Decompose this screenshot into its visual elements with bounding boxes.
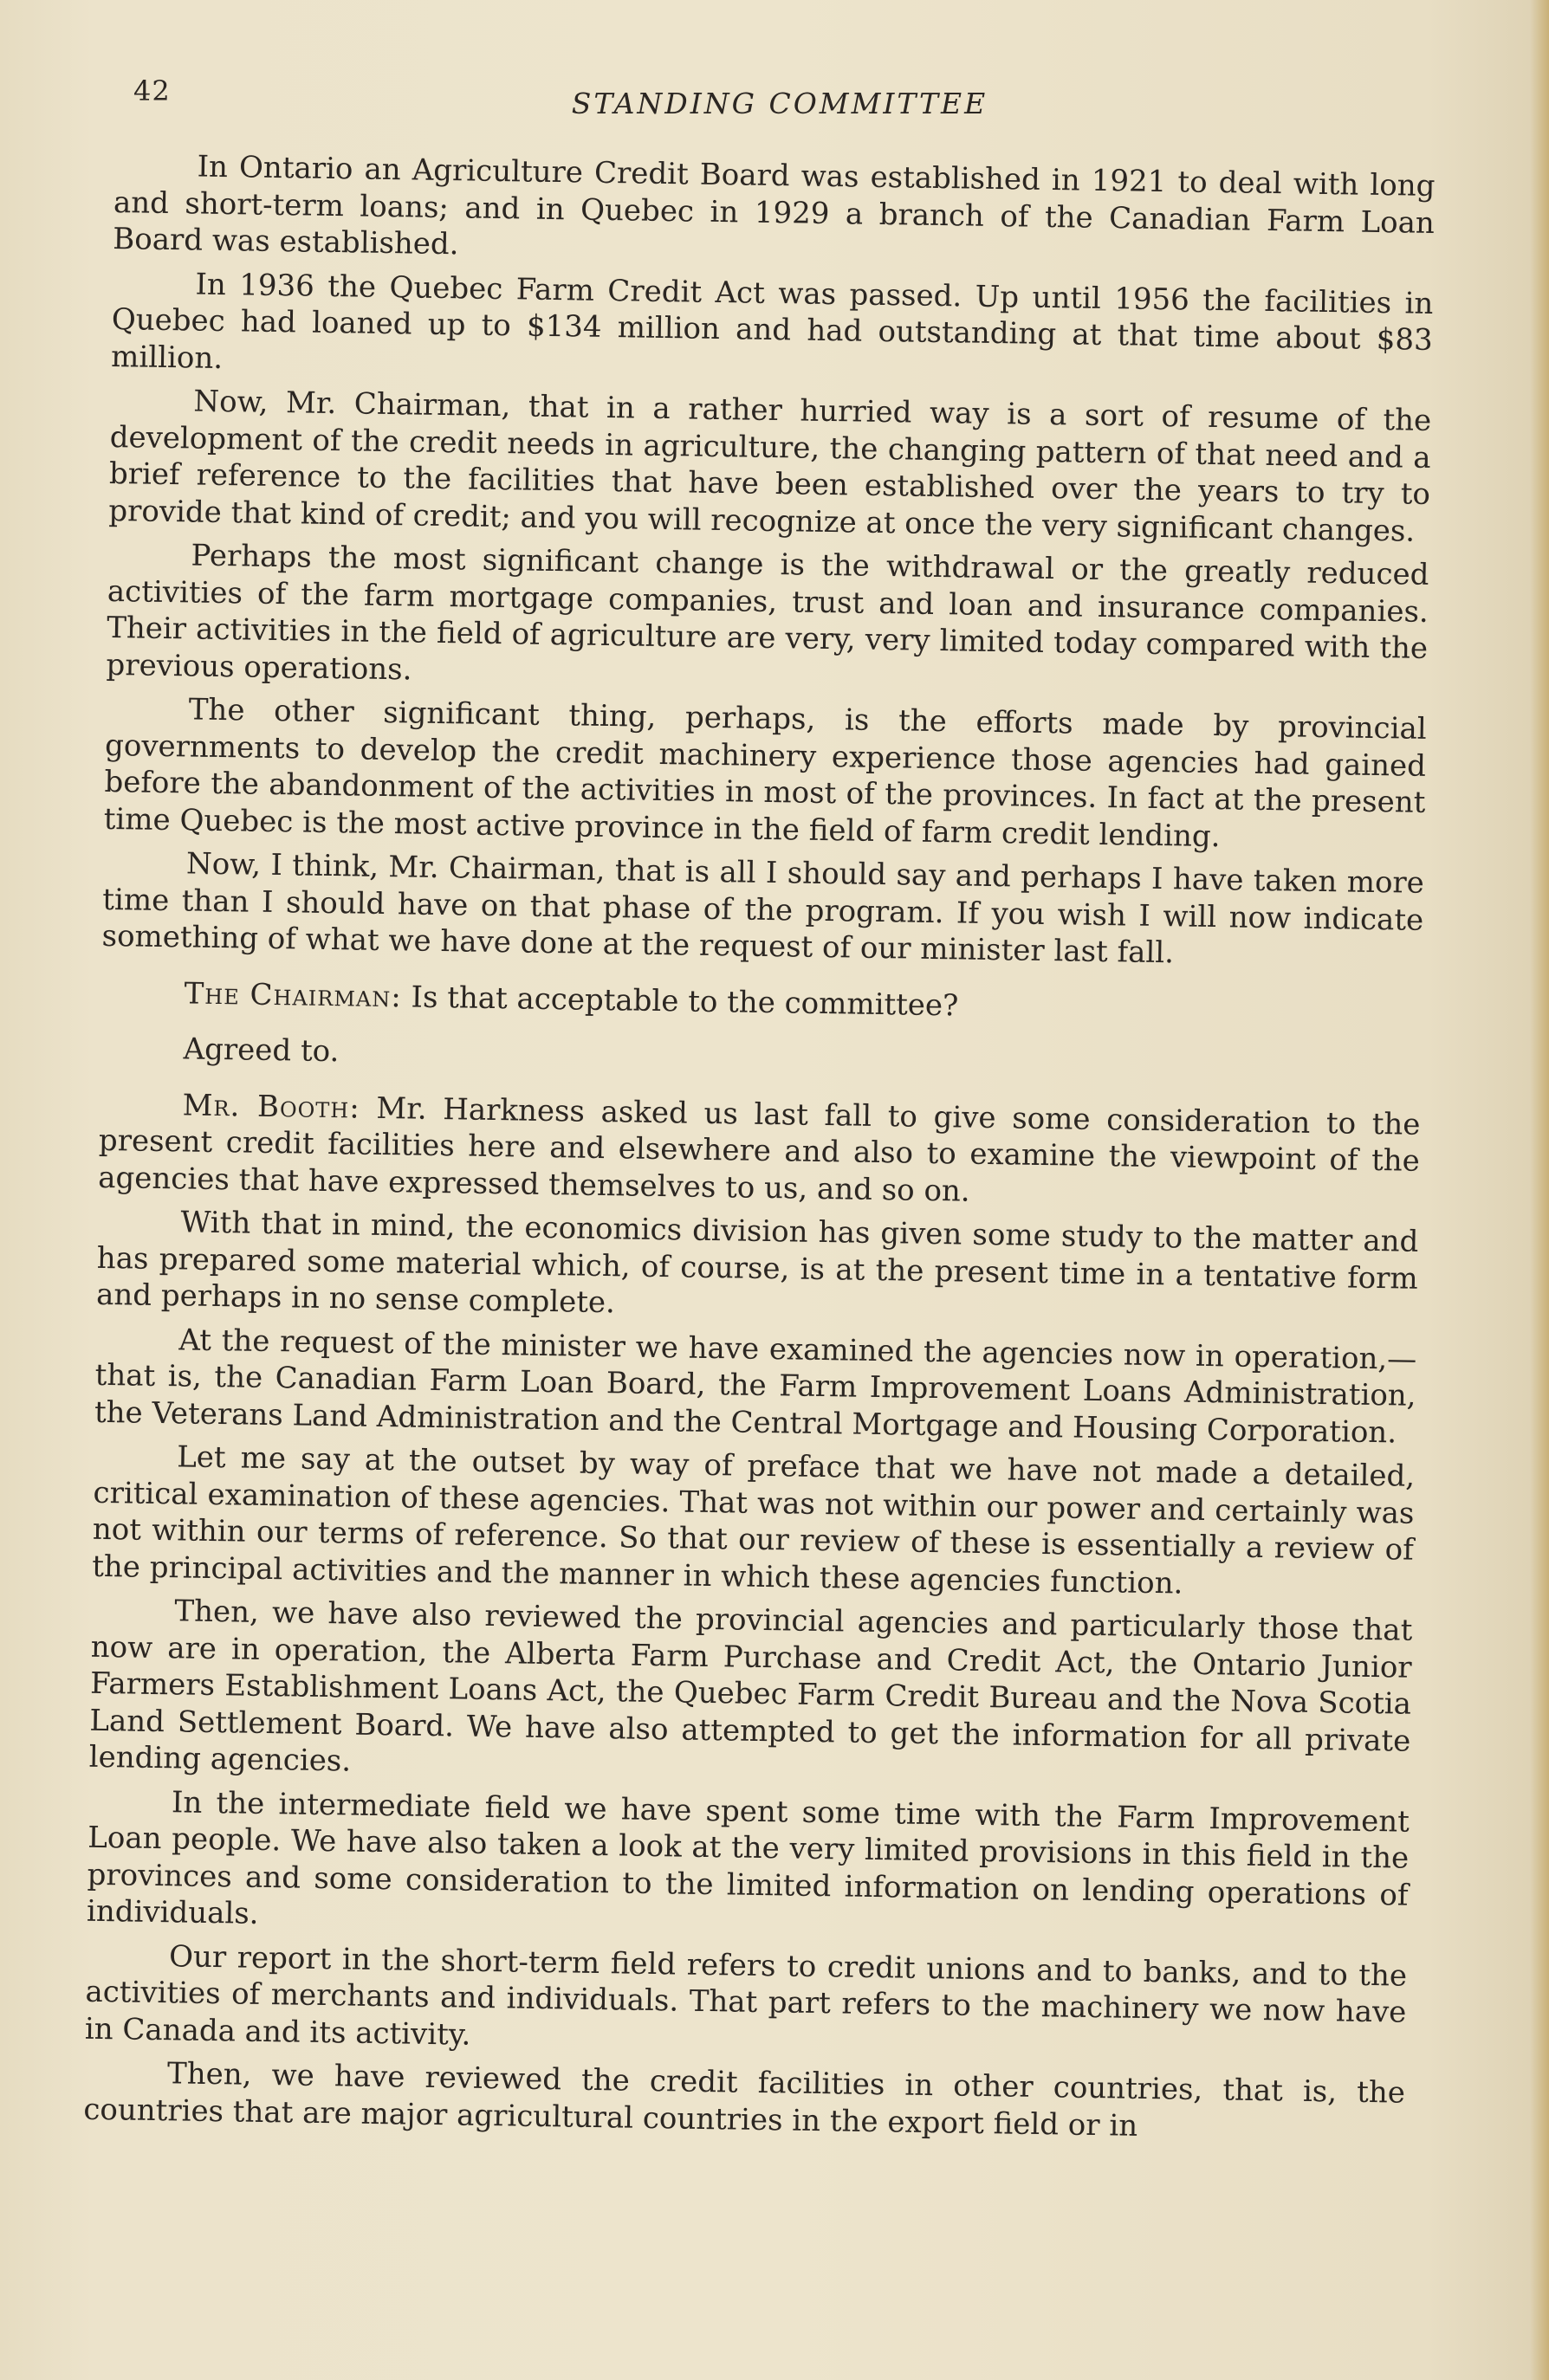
speaker-paragraph xyxy=(98,1085,1421,1216)
paragraph xyxy=(92,1438,1415,1606)
paragraph xyxy=(103,690,1426,858)
paragraph xyxy=(88,1592,1412,1796)
paragraph-text: Our report in the short-term field refers to credit unions and to banks, and to the activities of merchants and individuals. That part refers to the machinery we now have in Canada and its activity. xyxy=(84,1938,1408,2053)
paragraph xyxy=(101,844,1424,975)
paragraph xyxy=(85,1937,1408,2067)
paragraph-text: Perhaps the most significant change is the withdrawal or the greatly reduced activities of the farm mortgage companies, trust and loan and insurance companies. Their activities in the field of agriculture are very, very limited today compared with the previous operations. xyxy=(106,538,1429,687)
page-number: 42 xyxy=(133,74,171,107)
speaker-paragraph xyxy=(100,973,1422,1031)
paragraph xyxy=(113,147,1436,278)
document-body xyxy=(83,147,1436,2156)
paragraph xyxy=(83,2054,1405,2149)
paragraph-text: In Ontario an Agriculture Credit Board was established in 1921 to deal with long and short-term loans; and in Quebec in 1929 a branch of the Canadian Farm Loan Board was established. xyxy=(113,149,1436,262)
paragraph-text: Then, we have also reviewed the provincial agencies and particularly those that now are in operation, the Alberta Farm Purchase and Credit Act, the Ontario Junior Farmers Establishment Loans Act, the Quebec Farm Credit Bureau and the Nova Scotia Land Settlement Board. We have also attempted to get the information for all private lending agencies. xyxy=(88,1594,1413,1779)
paragraph-text: In 1936 the Quebec Farm Credit Act was passed. Up until 1956 the facilities in Quebec had loaned up to $134 million and had outstanding at that time about $83 million. xyxy=(110,266,1434,376)
paragraph xyxy=(111,264,1434,395)
paragraph-text: The other significant thing, perhaps, is the efforts made by provincial governments to develop the credit machinery experience those agencies had gained before the abandonment of the activities in most of the provinces. In fact at the present time Quebec is the most active province in the field of farm credit lending. xyxy=(103,692,1427,854)
page-header xyxy=(121,71,1438,123)
speaker-name: The Chairman: xyxy=(184,975,403,1014)
paragraph-text: Let me say at the outset by way of preface that we have not made a detailed, critical examination of these agencies. That was not within our power and certainly was not within our terms of reference. So that our review of these is essentially a review of the principal activities and the manner in which these agencies function. xyxy=(91,1439,1416,1601)
paragraph-text: Mr. Harkness asked us last fall to give some consideration to the present credit facilities here and elsewhere and also to examine the viewpoint of the agencies that have expressed themselves to us, and so on. xyxy=(98,1090,1421,1209)
paragraph-text: Now, Mr. Chairman, that in a rather hurried way is a sort of resume of the development of the credit needs in agriculture, the changing pattern of that need and a brief reference to the facilities that have been established over the years to try to provide that kind of credit; and you will recognize at once the very significant changes. xyxy=(108,384,1432,549)
paragraph-text: Agreed to. xyxy=(183,1032,340,1070)
paragraph-text: Is that acceptable to the committee? xyxy=(401,979,959,1023)
paragraph xyxy=(96,1203,1419,1334)
paragraph xyxy=(100,1030,1421,1087)
running-title: STANDING COMMITTEE xyxy=(571,87,988,120)
paragraph xyxy=(87,1782,1410,1950)
paragraph-text: Now, I think, Mr. Chairman, that is all I should say and perhaps I have taken more time than I should have on that phase of the program. If you wish I will now indicate something of what we have done at the request of our minister last fall. xyxy=(101,846,1425,971)
paragraph-text: At the request of the minister we have examined the agencies now in operation,—that is, the Canadian Farm Loan Board, the Farm Improvement Loans Administration, the Veterans Land Administration and the Central Mortgage and Housing Corporation. xyxy=(94,1322,1417,1450)
paragraph-text: With that in mind, the economics division has given some study to the matter and has prepared some material which, of course, is at the present time in a tentative form and perhaps in no sense complete. xyxy=(95,1205,1419,1321)
speaker-name: Mr. Booth: xyxy=(182,1087,361,1126)
page-edge-shading xyxy=(1530,0,1549,2380)
paragraph-text: Then, we have reviewed the credit facilities in other countries, that is, the countries that are major agricultural countries in the export field or in xyxy=(83,2056,1406,2144)
paragraph xyxy=(108,382,1431,550)
paragraph-text: In the intermediate field we have spent some time with the Farm Improvement Loan people. We have also taken a look at the very limited provisions in this field in the provinces and some consideration to the limited information on lending operations of individuals. xyxy=(86,1784,1410,1931)
paragraph xyxy=(94,1320,1417,1451)
paragraph xyxy=(106,536,1429,704)
